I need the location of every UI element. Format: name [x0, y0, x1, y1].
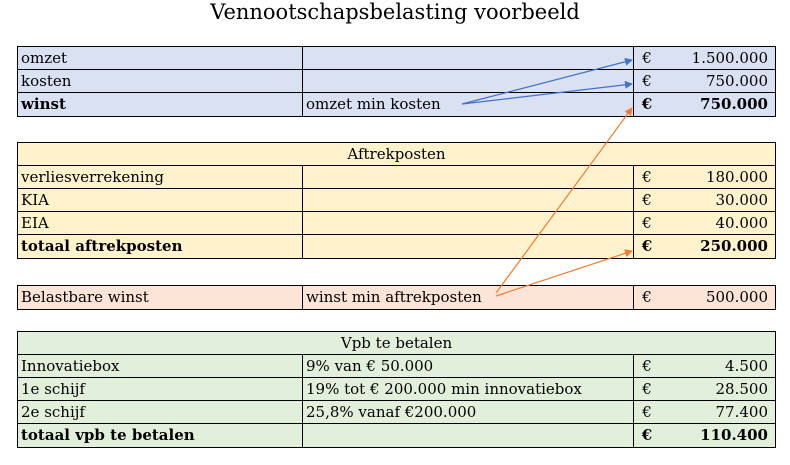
cell-currency[interactable]: € [641, 237, 653, 255]
section-header[interactable]: Aftrekposten [347, 145, 446, 163]
cell-value[interactable]: 77.400 [715, 403, 768, 421]
table-row-total [18, 235, 775, 258]
table-row-omzet [18, 47, 775, 70]
cell-label[interactable]: verliesverrekening [18, 166, 303, 188]
page-title: Vennootschapsbelasting voorbeeld [210, 0, 580, 24]
cell-value[interactable]: 40.000 [715, 214, 768, 232]
cell-currency[interactable]: € [642, 214, 652, 232]
cell-label[interactable]: EIA [18, 212, 303, 234]
cell-value[interactable]: 750.000 [700, 95, 768, 113]
cell-note[interactable] [303, 70, 634, 92]
cell-label[interactable]: totaal vpb te betalen [18, 424, 303, 447]
cell-label[interactable]: omzet [18, 47, 303, 69]
section-header[interactable]: Vpb te betalen [340, 334, 453, 352]
cell-currency[interactable]: € [642, 191, 652, 209]
cell-label[interactable]: kosten [18, 70, 303, 92]
cell-value[interactable]: 30.000 [715, 191, 768, 209]
cell-label[interactable]: Innovatiebox [18, 355, 303, 377]
vpb-table [17, 331, 776, 448]
cell-note[interactable]: omzet min kosten [303, 93, 634, 116]
cell-label[interactable]: winst [18, 93, 303, 116]
table-row-belastbare-winst [18, 286, 775, 309]
deductions-table [17, 142, 776, 259]
cell-label[interactable]: KIA [18, 189, 303, 211]
cell-note[interactable]: 19% tot € 200.000 min innovatiebox [303, 378, 634, 400]
table-row-kosten [18, 70, 775, 93]
cell-value[interactable]: 250.000 [700, 237, 768, 255]
cell-label[interactable]: 1e schijf [18, 378, 303, 400]
cell-currency[interactable]: € [641, 95, 653, 113]
cell-value[interactable]: 500.000 [705, 288, 768, 306]
cell-label[interactable]: 2e schijf [18, 401, 303, 423]
cell-currency[interactable]: € [642, 357, 652, 375]
cell-note[interactable] [303, 212, 634, 234]
table-row [18, 355, 775, 378]
table-row [18, 166, 775, 189]
taxable-profit-table [17, 285, 776, 310]
cell-currency[interactable]: € [641, 426, 653, 444]
cell-note[interactable]: 9% van € 50.000 [303, 355, 634, 377]
cell-currency[interactable]: € [642, 168, 652, 186]
cell-value[interactable]: 28.500 [715, 380, 768, 398]
profit-table [17, 46, 776, 117]
cell-note[interactable] [303, 166, 634, 188]
cell-currency[interactable]: € [642, 49, 652, 67]
cell-currency[interactable]: € [642, 288, 652, 306]
cell-value[interactable]: 180.000 [705, 168, 768, 186]
cell-note[interactable]: winst min aftrekposten [303, 286, 634, 309]
cell-label[interactable]: totaal aftrekposten [18, 235, 303, 258]
table-row-winst [18, 93, 775, 116]
table-header-row [18, 332, 775, 355]
cell-note[interactable] [303, 189, 634, 211]
table-row [18, 212, 775, 235]
cell-value[interactable]: 4.500 [725, 357, 768, 375]
table-row [18, 401, 775, 424]
cell-currency[interactable]: € [642, 72, 652, 90]
cell-note[interactable] [303, 424, 634, 447]
cell-currency[interactable]: € [642, 403, 652, 421]
cell-note[interactable] [303, 235, 634, 258]
cell-value[interactable]: 750.000 [705, 72, 768, 90]
cell-value[interactable]: 110.400 [700, 426, 768, 444]
cell-note[interactable] [303, 47, 634, 69]
cell-label[interactable]: Belastbare winst [18, 286, 303, 309]
table-row [18, 378, 775, 401]
table-row [18, 189, 775, 212]
cell-currency[interactable]: € [642, 380, 652, 398]
cell-note[interactable]: 25,8% vanaf €200.000 [303, 401, 634, 423]
table-row-total [18, 424, 775, 447]
table-header-row [18, 143, 775, 166]
cell-value[interactable]: 1.500.000 [691, 49, 768, 67]
